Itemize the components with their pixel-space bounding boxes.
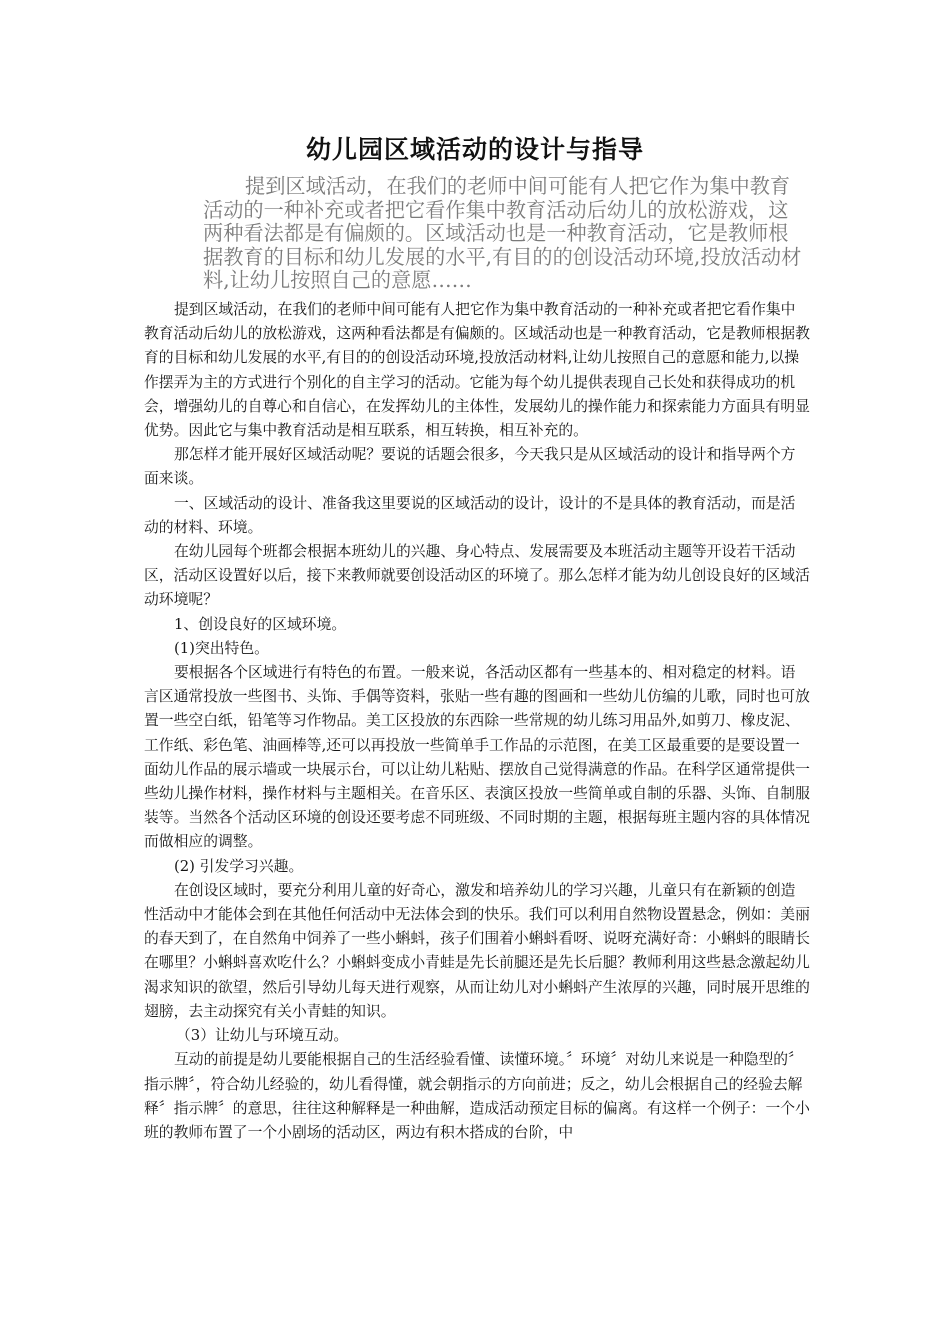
section-heading: 1、创设良好的区域环境。: [174, 615, 347, 633]
paragraph: 在创设区域时，要充分利用儿童的好奇心，激发和培养幼儿的学习兴趣，儿童只有在新颖的创造性活动中才能体会到在其他任何活动中无法体会到的快乐。我们可以利用自然物设置悬念，例如：美丽的春天到了，在自然角中饲养了一些小蝌蚪，孩子们围着小蝌蚪看呀、说呀充满好奇：小蝌蚪的眼睛长在哪里？小蝌蚪喜欢吃什么？小蝌蚪变成小青蛙是先长前腿还是先长后腿？教师利用这些悬念激起幼儿渴求知识的欲望，然后引导幼儿每天进行观察，从而让幼儿对小蝌蚪产生浓厚的兴趣，同时展开思维的翅膀，去主动探究有关小青蛙的知识。: [144, 881, 810, 1020]
summary-text: 提到区域活动，在我们的老师中间可能有人把它作为集中教育活动的一种补充或者把它看作集中教育活动后幼儿的放松游戏，这两种看法都是有偏颇的。区域活动也是一种教育活动，它是教师根据教育的目标和幼儿发展的水平,有目的的创设活动环境,投放活动材料,让幼儿按照自己的意愿……: [203, 174, 802, 293]
paragraph: 互动的前提是幼儿要能根据自己的生活经验看懂、读懂环境。〞环境〞对幼儿来说是一种隐型的〞指示牌〞，符合幼儿经验的，幼儿看得懂，就会朝指示的方向前进；反之，幼儿会根据自己的经验去解释〞指示牌〞的意思，往往这种解释是一种曲解，造成活动预定目标的偏离。有这样一个例子：一个小班的教师布置了一个小剧场的活动区，两边有积木搭成的台阶，中: [144, 1051, 810, 1141]
body-text: [144, 298, 810, 1145]
paragraph: 提到区域活动，在我们的老师中间可能有人把它作为集中教育活动的一种补充或者把它看作集中教育活动后幼儿的放松游戏，这两种看法都是有偏颇的。区域活动也是一种教育活动，它是教师根据教育的目标和幼儿发展的水平,有目的的创设活动环境,投放活动材料,让幼儿按照自己的意愿和能力,以操作摆弄为主的方式进行个别化的自主学习的活动。它能为每个幼儿提供表现自己长处和获得成功的机会，增强幼儿的自尊心和自信心，在发挥幼儿的主体性，发展幼儿的操作能力和探索能力方面具有明显优势。因此它与集中教育活动是相互联系，相互转换，相互补充的。: [144, 301, 810, 440]
summary-block: [203, 175, 808, 293]
paragraph: 要根据各个区域进行有特色的布置。一般来说，各活动区都有一些基本的、相对稳定的材料。语言区通常投放一些图书、头饰、手偶等资料，张贴一些有趣的图画和一些幼儿仿编的儿歌，同时也可放置一些空白纸，铅笔等习作物品。美工区投放的东西除一些常规的幼儿练习用品外,如剪刀、橡皮泥、工作纸、彩色笔、油画棒等,还可以再投放一些简单手工作品的示范图，在美工区最重要的是要设置一面幼儿作品的展示墙或一块展示台，可以让幼儿粘贴、摆放自己觉得满意的作品。在科学区通常提供一些幼儿操作材料，操作材料与主题相关。在音乐区、表演区投放一些简单或自制的乐器、头饰、自制服装等。当然各个活动区环境的创设还要考虑不同班级、不同时期的主题，根据每班主题内容的具体情况而做相应的调整。: [144, 664, 810, 851]
page-title: 幼儿园区域活动的设计与指导: [305, 135, 644, 164]
paragraph: 那怎样才能开展好区域活动呢？要说的话题会很多，今天我只是从区域活动的设计和指导两个方面来谈。: [144, 446, 796, 488]
paragraph: 在幼儿园每个班都会根据本班幼儿的兴趣、身心特点、发展需要及本班活动主题等开设若干活动区，活动区设置好以后，接下来教师就要创设活动区的环境了。那么怎样才能为幼儿创设良好的区域活动环境呢？: [144, 543, 810, 609]
section-heading: （3）让幼儿与环境互动。: [176, 1027, 349, 1045]
paragraph: 一、区域活动的设计、准备我这里要说的区域活动的设计，设计的不是具体的教育活动，而是活动的材料、环境。: [144, 494, 796, 536]
section-heading: (2) 引发学习兴趣。: [174, 857, 304, 875]
section-heading: (1)突出特色。: [174, 639, 269, 657]
